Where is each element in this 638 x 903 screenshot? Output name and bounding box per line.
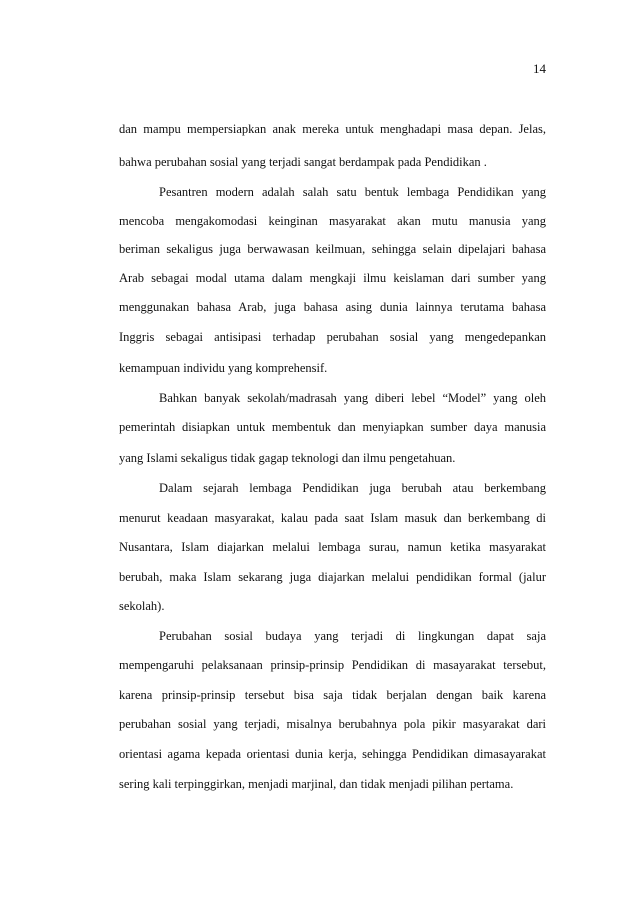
- text-line: orientasi agama kepada orientasi dunia kerja, sehingga Pendidikan dimasayarakat: [119, 747, 546, 761]
- text-line: karena prinsip-prinsip tersebut bisa saja tidak berjalan dengan baik karena: [119, 688, 546, 702]
- text-line: pemerintah disiapkan untuk membentuk dan menyiapkan sumber daya manusia: [119, 420, 546, 434]
- text-line: Nusantara, Islam diajarkan melalui lembaga surau, namun ketika masyarakat: [119, 540, 546, 554]
- text-line: perubahan sosial yang terjadi, misalnya berubahnya pola pikir masyarakat dari: [119, 717, 546, 731]
- text-line: bahwa perubahan sosial yang terjadi sangat berdampak pada Pendidikan .: [119, 155, 487, 169]
- paragraph-first-line: Pesantren modern adalah salah satu bentuk lembaga Pendidikan yang: [159, 185, 546, 199]
- text-line: beriman sekaligus juga berwawasan keilmuan, sehingga selain dipelajari bahasa: [119, 242, 546, 256]
- page-number: 14: [533, 61, 546, 76]
- text-line: Inggris sebagai antisipasi terhadap perubahan sosial yang mengedepankan: [119, 330, 546, 344]
- text-line: sekolah).: [119, 599, 165, 613]
- text-line: kemampuan individu yang komprehensif.: [119, 361, 328, 375]
- text-line: Arab sebagai modal utama dalam mengkaji ilmu keislaman dari sumber yang: [119, 271, 546, 285]
- text-line: mempengaruhi pelaksanaan prinsip-prinsip Pendidikan di masayarakat tersebut,: [119, 658, 546, 672]
- text-line: mencoba mengakomodasi keinginan masyarakat akan mutu manusia yang: [119, 214, 546, 228]
- paragraph-first-line: Perubahan sosial budaya yang terjadi di lingkungan dapat saja: [159, 629, 546, 643]
- text-line: menurut keadaan masyarakat, kalau pada saat Islam masuk dan berkembang di: [119, 511, 546, 525]
- text-line: dan mampu mempersiapkan anak mereka untuk menghadapi masa depan. Jelas,: [119, 122, 546, 136]
- text-line: menggunakan bahasa Arab, juga bahasa asing dunia lainnya terutama bahasa: [119, 300, 546, 314]
- text-line: sering kali terpinggirkan, menjadi marjinal, dan tidak menjadi pilihan pertama.: [119, 777, 514, 791]
- text-line: berubah, maka Islam sekarang juga diajarkan melalui pendidikan formal (jalur: [119, 570, 546, 584]
- text-line: yang Islami sekaligus tidak gagap teknologi dan ilmu pengetahuan.: [119, 451, 456, 465]
- paragraph-first-line: Dalam sejarah lembaga Pendidikan juga berubah atau berkembang: [159, 481, 546, 495]
- paragraph-first-line: Bahkan banyak sekolah/madrasah yang diberi lebel “Model” yang oleh: [159, 391, 546, 405]
